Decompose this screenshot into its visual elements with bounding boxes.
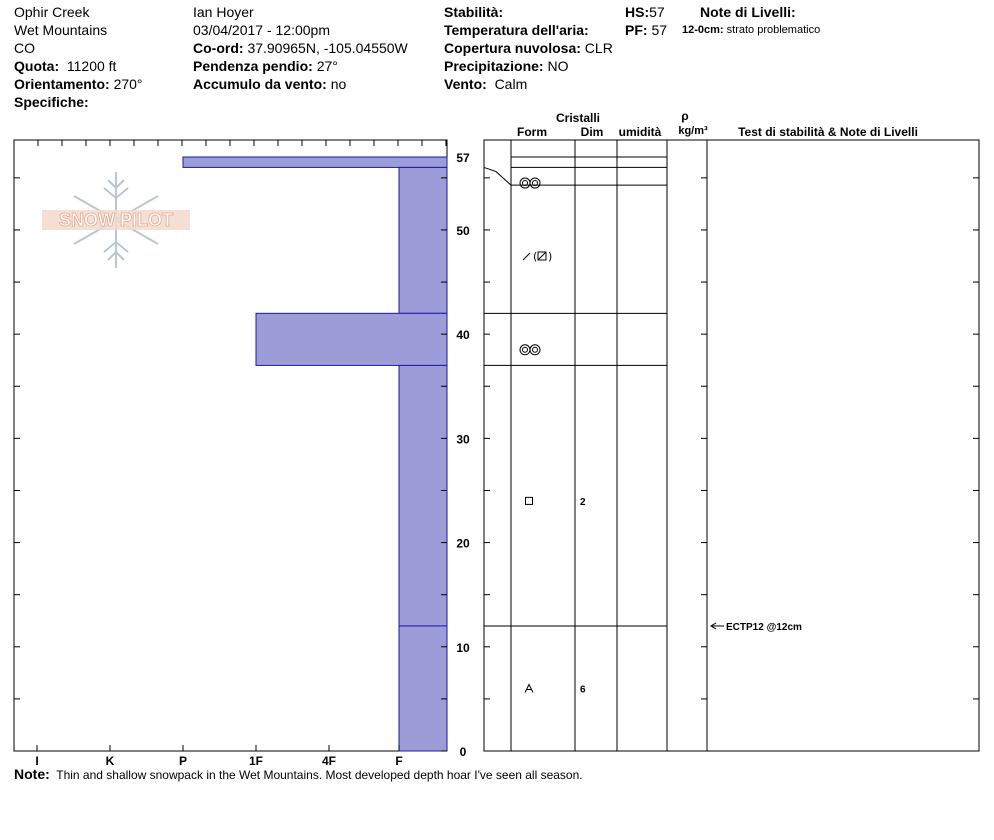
depth-tick-label: 50 (456, 223, 470, 238)
rho-header: ρ (681, 109, 689, 123)
hardness-bar (399, 365, 447, 626)
hardness-bar (183, 157, 447, 167)
layer-connector (484, 167, 511, 185)
depth-hoar-icon (525, 684, 533, 692)
density-unit-header: kg/m³ (678, 125, 708, 137)
depth-tick-label: 20 (456, 536, 470, 551)
column-headers (517, 109, 918, 139)
hardness-bar (256, 313, 447, 365)
mf-outer-circle (530, 178, 540, 188)
cloud-cover: Copertura nuvolosa: CLR (444, 40, 613, 56)
snowpilot-logo (38, 170, 194, 270)
test-result: ECTP12 @12cm (726, 621, 802, 633)
depth-tick-label: 57 (456, 151, 470, 165)
form-header: Form (517, 125, 547, 139)
moisture-header: umidità (618, 125, 662, 139)
note-label: Note: (14, 766, 50, 782)
elevation: Quota: 11200 ft (14, 58, 117, 74)
specifics: Specifiche: (14, 94, 89, 110)
depth-tick-label: 10 (456, 640, 470, 655)
mf-inner-circle (523, 347, 528, 352)
depth-tick-label: 0 (459, 745, 467, 759)
crystals-header: Cristalli (555, 111, 601, 125)
dc-box-slash (538, 252, 546, 260)
layer-notes-title: Note di Livelli: (700, 4, 796, 20)
location: Ophir Creek (14, 4, 90, 20)
hardness-tick-label: 1F (248, 754, 264, 768)
hardness-tick-label: 4F (321, 754, 337, 768)
crystal-table (484, 140, 979, 751)
stability: Stabilità: (444, 4, 504, 20)
melt-freeze-icon (520, 345, 540, 355)
depth-tick-label: 30 (456, 432, 470, 447)
crystal-frame (484, 140, 979, 751)
precipitation: Precipitazione: NO (444, 58, 569, 74)
pf: PF: 57 (625, 22, 668, 38)
decomposing-faceted-icon (523, 250, 552, 263)
mountain-range: Wet Mountains (14, 22, 108, 38)
aspect: Orientamento: 270° (14, 76, 143, 92)
melt-freeze-icon (520, 178, 540, 188)
profile-note (14, 766, 583, 782)
mf-inner-circle (533, 347, 538, 352)
datetime: 03/04/2017 - 12:00pm (193, 22, 330, 38)
mf-outer-circle (530, 345, 540, 355)
note-text: Thin and shallow snowpack in the Wet Mountains. Most developed depth hoar I've seen all season. (56, 768, 583, 782)
dc-slash (523, 253, 530, 260)
mf-outer-circle (520, 178, 530, 188)
coordinates: Co-ord: 37.90965N, -105.04550W (193, 40, 408, 56)
dc-paren: ( (533, 250, 538, 263)
observer: Ian Hoyer (193, 4, 254, 20)
logo-text: SNOW PILOT (59, 210, 173, 230)
size-header: Dim (580, 125, 604, 139)
state: CO (14, 40, 35, 56)
dc-paren: ) (548, 250, 553, 263)
air-temperature: Temperatura dell'aria: (444, 22, 589, 38)
depth-tick-label: 40 (456, 328, 470, 343)
faceted-icon (526, 497, 533, 504)
tests-header: Test di stabilità & Note di Livelli (738, 125, 918, 139)
wind-loading: Accumulo da vento: no (193, 76, 347, 92)
hardness-tick-label: K (105, 754, 115, 768)
mf-outer-circle (520, 345, 530, 355)
crystal-size: 2 (580, 496, 586, 508)
hardness-bar (399, 167, 447, 313)
crystal-size: 6 (580, 684, 586, 696)
hardness-tick-label: F (395, 754, 403, 768)
hs: HS:57 (625, 4, 665, 20)
hardness-tick-label: I (35, 754, 39, 768)
wind: Vento: Calm (444, 76, 528, 92)
hardness-tick-label: P (178, 754, 188, 768)
slope: Pendenza pendio: 27° (193, 58, 338, 74)
hardness-bar (399, 626, 447, 751)
layer-note: 12-0cm: strato problematico (682, 24, 821, 36)
